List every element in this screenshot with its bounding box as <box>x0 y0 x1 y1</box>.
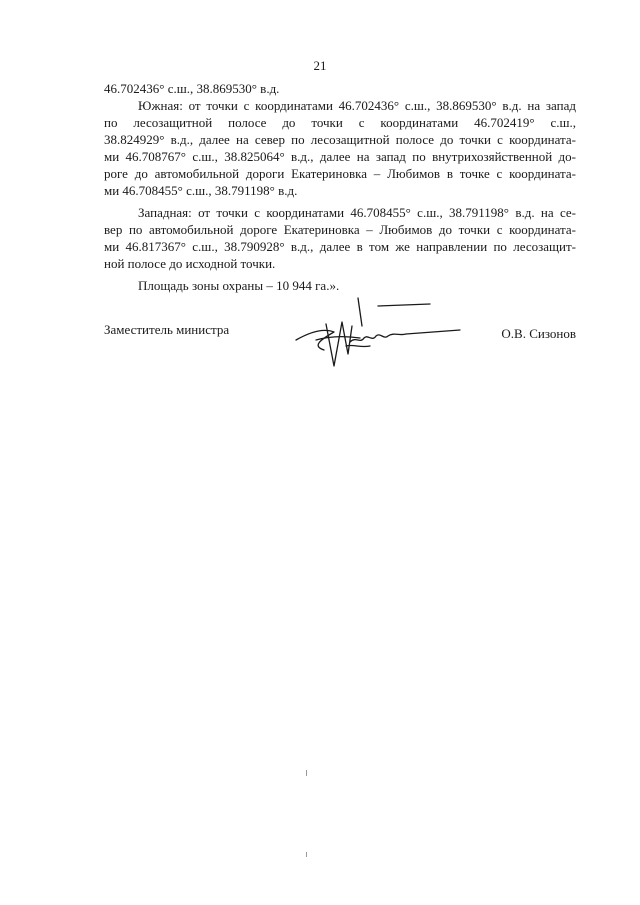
area-line: Площадь зоны охраны – 10 944 га.». <box>138 278 340 293</box>
signer-title: Заместитель министра <box>104 322 230 337</box>
scan-mark <box>306 770 307 776</box>
text-line: ми 46.817367° с.ш., 38.790928° в.д., далее в том же направлении по лесозащит- <box>104 239 576 254</box>
west-boundary-paragraph <box>104 204 576 272</box>
text-line: ми 46.708767° с.ш., 38.825064° в.д., далее на запад по внутрихозяйственной до- <box>104 149 576 164</box>
text-line: ми 46.708455° с.ш., 38.791198° в.д. <box>104 183 298 198</box>
signature-block <box>104 316 576 376</box>
lead-line: 46.702436° с.ш., 38.869530° в.д. <box>104 81 280 96</box>
text-line: Южная: от точки с координатами 46.702436° с.ш., 38.869530° в.д. на запад <box>138 98 576 113</box>
text-line: ной полосе до исходной точки. <box>104 256 276 271</box>
handwritten-signature <box>290 296 470 368</box>
text-line: 38.824929° в.д., далее на север по лесозащитной полосе до точки с координата- <box>104 132 576 147</box>
south-boundary-paragraph <box>104 97 576 199</box>
text-line: по лесозащитной полосе до точки с координатами 46.702419° с.ш., <box>104 115 576 130</box>
document-body <box>104 80 576 294</box>
page-number: 21 <box>313 58 327 73</box>
text-line: вер по автомобильной дороге Екатериновка – Любимов до точки с координата- <box>104 222 576 237</box>
scan-mark <box>306 852 307 857</box>
text-line: Западная: от точки с координатами 46.708455° с.ш., 38.791198° в.д. на се- <box>138 205 576 220</box>
signer-name: О.В. Сизонов <box>501 326 576 341</box>
text-line: роге до автомобильной дороги Екатериновка – Любимов в точке с координата- <box>104 166 576 181</box>
